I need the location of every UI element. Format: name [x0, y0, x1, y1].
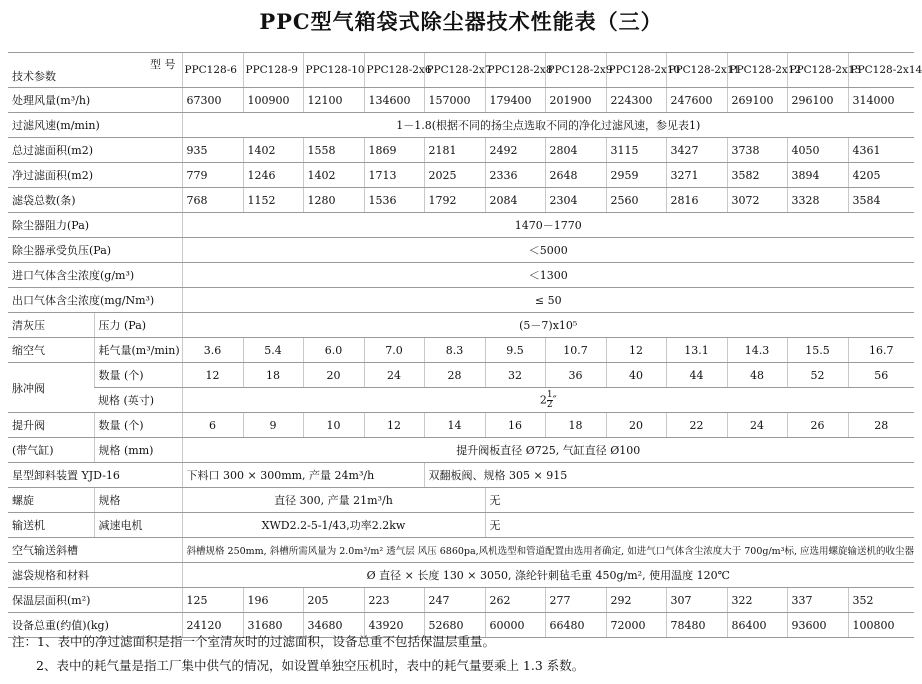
cell: 31680	[243, 613, 303, 638]
row-total-area	[8, 138, 914, 163]
cell: 24	[727, 413, 787, 438]
cell: 1246	[243, 163, 303, 188]
cell: 34680	[303, 613, 364, 638]
corner-param-label: 技术参数	[12, 70, 56, 83]
merged-cell: 提升阀板直径 Ø725, 气缸直径 Ø100	[182, 438, 914, 463]
cell: 1792	[424, 188, 485, 213]
row-label: 过滤风速(m/min)	[8, 113, 182, 138]
row-resistance	[8, 213, 914, 238]
model-header: PPC128-6	[182, 53, 243, 88]
row-insulation-area	[8, 588, 914, 613]
row-airflow	[8, 88, 914, 113]
cell: 6.0	[303, 338, 364, 363]
cell: 223	[364, 588, 424, 613]
model-header: PPC128-2x6	[364, 53, 424, 88]
model-header: PPC128-2x14	[848, 53, 914, 88]
group-label: 螺旋	[8, 488, 94, 513]
cell: 10.7	[545, 338, 606, 363]
header-row	[8, 53, 914, 88]
cell: 224300	[606, 88, 666, 113]
cell: 247	[424, 588, 485, 613]
cell: 1869	[364, 138, 424, 163]
cell: 277	[545, 588, 606, 613]
merged-cell: 1－1.8(根据不同的扬尘点选取不同的净化过滤风速，参见表1)	[182, 113, 914, 138]
merged-cell: Ø 直径 × 长度 130 × 3050, 涤纶针刺毡毛重 450g/m², 使用温度 120℃	[182, 563, 914, 588]
cell: 52680	[424, 613, 485, 638]
corner-model-label: 型 号	[150, 58, 176, 71]
sub-label: 减速电机	[94, 513, 182, 538]
cell: 56	[848, 363, 914, 388]
cell: 262	[485, 588, 545, 613]
cell: 1402	[303, 163, 364, 188]
cell: 292	[606, 588, 666, 613]
row-label: 除尘器承受负压(Pa)	[8, 238, 182, 263]
row-bag-spec	[8, 563, 914, 588]
merged-cell: 1470－1770	[182, 213, 914, 238]
row-label: 星型卸料装置 YJD-16	[8, 463, 182, 488]
cell: 337	[787, 588, 848, 613]
cell: 4050	[787, 138, 848, 163]
cell: 36	[545, 363, 606, 388]
row-pulse-count	[8, 363, 914, 388]
fraction-numerator: 1	[546, 389, 553, 400]
row-label: 空气输送斜槽	[8, 538, 182, 563]
row-label: 设备总重(约值)(kg)	[8, 613, 182, 638]
group-label: 输送机	[8, 513, 94, 538]
merged-cell: XWD2.2-5-1/43,功率2.2kw	[182, 513, 485, 538]
cell: 2084	[485, 188, 545, 213]
cell: 3582	[727, 163, 787, 188]
model-header: PPC128-2x9	[545, 53, 606, 88]
cell: 3.6	[182, 338, 243, 363]
sub-label: 规格	[94, 488, 182, 513]
model-header: PPC128-2x12	[727, 53, 787, 88]
cell: 7.0	[364, 338, 424, 363]
row-inlet-dust	[8, 263, 914, 288]
cell: 28	[848, 413, 914, 438]
page-title: PPC型气箱袋式除尘器技术性能表（三）	[259, 9, 663, 34]
cell: 1558	[303, 138, 364, 163]
model-header: PPC128-2x13	[787, 53, 848, 88]
cell: 18	[545, 413, 606, 438]
cell: 1713	[364, 163, 424, 188]
cell: 15.5	[787, 338, 848, 363]
merged-cell: 双翻板阀、规格 305 × 915	[424, 463, 914, 488]
model-header: PPC128-10	[303, 53, 364, 88]
cell: 247600	[666, 88, 727, 113]
cell: 1280	[303, 188, 364, 213]
row-label: 除尘器阻力(Pa)	[8, 213, 182, 238]
cell: 48	[727, 363, 787, 388]
cell: 14	[424, 413, 485, 438]
cell: 14.3	[727, 338, 787, 363]
cell: 296100	[787, 88, 848, 113]
cell: 201900	[545, 88, 606, 113]
row-outlet-dust	[8, 288, 914, 313]
fraction-denominator: 2	[546, 399, 553, 410]
spec-table	[8, 52, 922, 638]
cell: 2492	[485, 138, 545, 163]
merged-cell: 直径 300, 产量 21m³/h	[182, 488, 485, 513]
cell: 3072	[727, 188, 787, 213]
merged-cell: ≤ 50	[182, 288, 914, 313]
cell: 125	[182, 588, 243, 613]
row-star-unloader	[8, 463, 914, 488]
cell: 2816	[666, 188, 727, 213]
cell: 352	[848, 588, 914, 613]
cell: 20	[303, 363, 364, 388]
row-label: 滤袋规格和材料	[8, 563, 182, 588]
cell: 3738	[727, 138, 787, 163]
cell: 307	[666, 588, 727, 613]
row-lift-spec	[8, 438, 914, 463]
cell: 100800	[848, 613, 914, 638]
row-label: 处理风量(m³/h)	[8, 88, 182, 113]
row-label: 净过滤面积(m2)	[8, 163, 182, 188]
cell: 86400	[727, 613, 787, 638]
cell: 2336	[485, 163, 545, 188]
cell: 28	[424, 363, 485, 388]
cell: 18	[243, 363, 303, 388]
group-label: 脉冲阀	[8, 363, 94, 413]
sub-label: 耗气量(m³/min)	[94, 338, 182, 363]
cell: 12	[182, 363, 243, 388]
cell: 3328	[787, 188, 848, 213]
sub-label: 数量 (个)	[94, 413, 182, 438]
note-2: 2、表中的耗气量是指工厂集中供气的情况，如设置单独空压机时，表中的耗气量要乘上 1.3 系数。	[36, 658, 585, 673]
spec-whole: 2	[539, 393, 547, 406]
row-bag-count	[8, 188, 914, 213]
row-label: 总过滤面积(m2)	[8, 138, 182, 163]
cell: 314000	[848, 88, 914, 113]
cell: 9.5	[485, 338, 545, 363]
cell: 2304	[545, 188, 606, 213]
row-label: 滤袋总数(条)	[8, 188, 182, 213]
cell: 179400	[485, 88, 545, 113]
sub-label: 数量 (个)	[94, 363, 182, 388]
model-header: PPC128-2x7	[424, 53, 485, 88]
cell: 67300	[182, 88, 243, 113]
cell: 2648	[545, 163, 606, 188]
row-air-chute	[8, 538, 914, 563]
group-label: 提升阀	[8, 413, 94, 438]
cell: 44	[666, 363, 727, 388]
row-label: 保温层面积(m²)	[8, 588, 182, 613]
cell: 24120	[182, 613, 243, 638]
cell: 12	[364, 413, 424, 438]
cell: 43920	[364, 613, 424, 638]
row-air-pressure	[8, 313, 914, 338]
cell: 196	[243, 588, 303, 613]
cell: 1152	[243, 188, 303, 213]
cell: 66480	[545, 613, 606, 638]
cell: 20	[606, 413, 666, 438]
row-pulse-spec	[8, 388, 914, 413]
cell: 2959	[606, 163, 666, 188]
merged-cell	[182, 388, 914, 413]
cell: 2560	[606, 188, 666, 213]
cell: 13.1	[666, 338, 727, 363]
cell: 3584	[848, 188, 914, 213]
cell: 9	[243, 413, 303, 438]
cell: 1402	[243, 138, 303, 163]
group-label: 清灰压	[8, 313, 94, 338]
row-negative-pressure	[8, 238, 914, 263]
cell: 100900	[243, 88, 303, 113]
merged-cell: (5－7)x10⁵	[182, 313, 914, 338]
cell: 22	[666, 413, 727, 438]
sub-label: 规格 (英寸)	[94, 388, 182, 413]
note-1: 注：1、表中的净过滤面积是指一个室清灰时的过滤面积，设备总重不包括保温层重量。	[12, 634, 495, 649]
row-net-area	[8, 163, 914, 188]
cell: 3894	[787, 163, 848, 188]
cell: 24	[364, 363, 424, 388]
sub-label: 压力 (Pa)	[94, 313, 182, 338]
spec-unit: ″	[552, 393, 557, 406]
cell: 4361	[848, 138, 914, 163]
cell: 4205	[848, 163, 914, 188]
merged-cell: 无	[485, 513, 914, 538]
row-label: 出口气体含尘浓度(mg/Nm³)	[8, 288, 182, 313]
cell: 32	[485, 363, 545, 388]
model-header: PPC128-9	[243, 53, 303, 88]
corner-cell	[8, 53, 182, 88]
merged-cell: 下料口 300 × 300mm, 产量 24m³/h	[182, 463, 424, 488]
cell: 1536	[364, 188, 424, 213]
group-label: (带气缸)	[8, 438, 94, 463]
model-header: PPC128-2x11	[666, 53, 727, 88]
cell: 322	[727, 588, 787, 613]
cell: 12100	[303, 88, 364, 113]
cell: 935	[182, 138, 243, 163]
row-lift-count	[8, 413, 914, 438]
row-screw-spec	[8, 488, 914, 513]
merged-cell: ＜5000	[182, 238, 914, 263]
cell: 5.4	[243, 338, 303, 363]
model-header: PPC128-2x10	[606, 53, 666, 88]
cell: 134600	[364, 88, 424, 113]
cell: 6	[182, 413, 243, 438]
cell: 3427	[666, 138, 727, 163]
row-label: 进口气体含尘浓度(g/m³)	[8, 263, 182, 288]
cell: 72000	[606, 613, 666, 638]
cell: 26	[787, 413, 848, 438]
sub-label: 规格 (mm)	[94, 438, 182, 463]
cell: 8.3	[424, 338, 485, 363]
row-air-consumption	[8, 338, 914, 363]
cell: 40	[606, 363, 666, 388]
cell: 78480	[666, 613, 727, 638]
cell: 205	[303, 588, 364, 613]
cell: 93600	[787, 613, 848, 638]
cell: 12	[606, 338, 666, 363]
cell: 2025	[424, 163, 485, 188]
model-header: PPC128-2x8	[485, 53, 545, 88]
cell: 52	[787, 363, 848, 388]
cell: 3115	[606, 138, 666, 163]
row-screw-motor	[8, 513, 914, 538]
cell: 16.7	[848, 338, 914, 363]
row-filter-speed	[8, 113, 914, 138]
cell: 16	[485, 413, 545, 438]
merged-cell: 无	[485, 488, 914, 513]
cell: 157000	[424, 88, 485, 113]
cell: 10	[303, 413, 364, 438]
cell: 60000	[485, 613, 545, 638]
merged-cell: ＜1300	[182, 263, 914, 288]
cell: 779	[182, 163, 243, 188]
group-label: 缩空气	[8, 338, 94, 363]
merged-cell: 斜槽规格 250mm, 斜槽所需风量为 2.0m³/m² 透气层 风压 6860pa,风机选型和管道配置由选用者确定, 如进气口气体含尘浓度大于 700g/m³标, 应选用螺旋输送机的收尘器	[182, 538, 914, 563]
cell: 2181	[424, 138, 485, 163]
cell: 3271	[666, 163, 727, 188]
cell: 269100	[727, 88, 787, 113]
cell: 2804	[545, 138, 606, 163]
cell: 768	[182, 188, 243, 213]
